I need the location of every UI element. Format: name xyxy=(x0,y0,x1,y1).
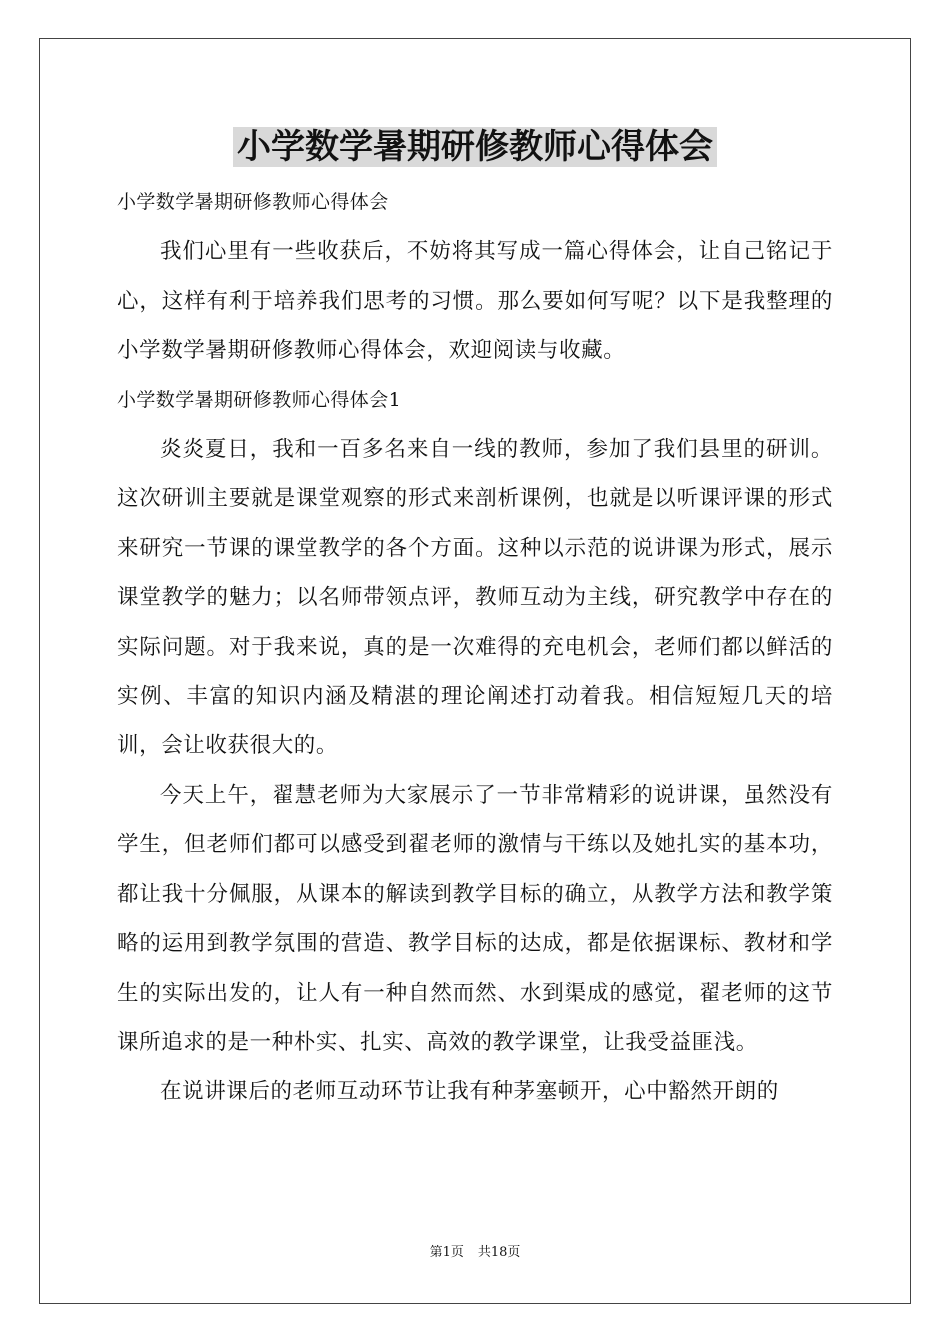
paragraph: 炎炎夏日，我和一百多名来自一线的教师，参加了我们县里的研训。这次研训主要就是课堂观察的形式来剖析课例，也就是以听课评课的形式来研究一节课的课堂教学的各个方面。这种以示范的说讲课为形式，展示课堂教学的魅力；以名师带领点评，教师互动为主线，研究教学中存在的实际问题。对于我来说，真的是一次难得的充电机会，老师们都以鲜活的实例、丰富的知识内涵及精湛的理论阐述打动着我。相信短短几天的培训，会让收获很大的。 xyxy=(117,437,833,759)
document-title-text: 小学数学暑期研修教师心得体会 xyxy=(233,127,717,167)
paragraph: 在说讲课后的老师互动环节让我有种茅塞顿开，心中豁然开朗的 xyxy=(160,1079,779,1105)
paragraph-subhead: 小学数学暑期研修教师心得体会1 xyxy=(117,388,402,411)
page-footer xyxy=(0,1244,950,1262)
document-title xyxy=(0,124,950,170)
document-body xyxy=(117,178,833,1117)
paragraph-subhead: 小学数学暑期研修教师心得体会 xyxy=(117,191,389,213)
page-total: 共18页 xyxy=(477,1245,521,1260)
page-number: 第1页 xyxy=(429,1245,464,1260)
paragraph: 我们心里有一些收获后，不妨将其写成一篇心得体会，让自己铭记于心，这样有利于培养我们思考的习惯。那么要如何写呢？以下是我整理的小学数学暑期研修教师心得体会，欢迎阅读与收藏。 xyxy=(117,239,833,364)
paragraph: 今天上午，翟慧老师为大家展示了一节非常精彩的说讲课，虽然没有学生，但老师们都可以感受到翟老师的激情与干练以及她扎实的基本功，都让我十分佩服，从课本的解读到教学目标的确立，从教学方法和教学策略的运用到教学氛围的营造、教学目标的达成，都是依据课标、教材和学生的实际出发的，让人有一种自然而然、水到渠成的感觉，翟老师的这节课所追求的是一种朴实、扎实、高效的教学课堂，让我受益匪浅。 xyxy=(117,782,833,1055)
